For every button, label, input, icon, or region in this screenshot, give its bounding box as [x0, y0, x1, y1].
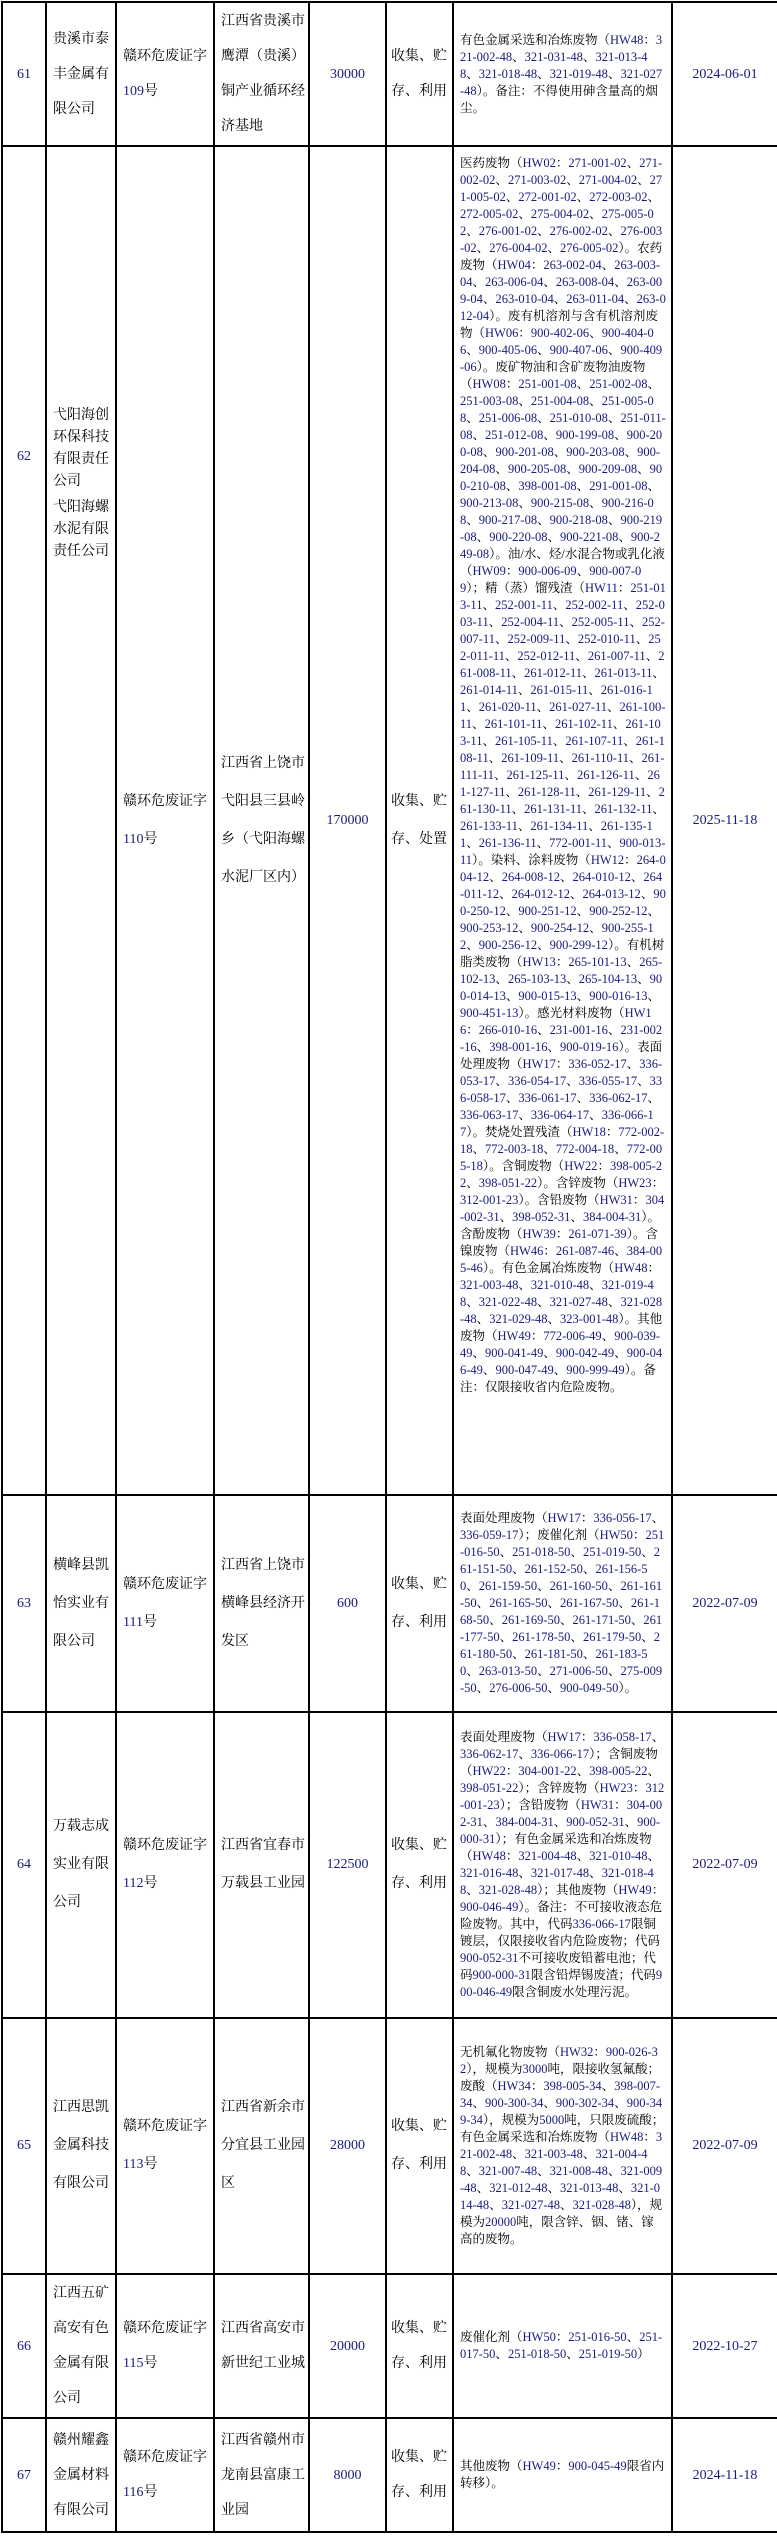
- address-cell: 江西省新余市分宜县工业园区: [214, 2018, 309, 2274]
- table-row: [2, 2018, 777, 2274]
- operations-cell: 收集、贮存、利用: [386, 2, 453, 146]
- address-cell: 江西省宜春市万载县工业园: [214, 1712, 309, 2018]
- license-number-cell: 赣环危废证字 111号: [116, 1495, 214, 1712]
- approval-date-cell: 2022-07-09: [672, 2018, 777, 2274]
- license-number-cell: 赣环危废证字 112号: [116, 1712, 214, 2018]
- license-number-cell: 赣环危废证字 116号: [116, 2418, 214, 2532]
- waste-categories-cell: 表面处理废物（HW17：336-058-17、336-062-17、336-066-17）；含铜废物（HW22：304-001-22、398-005-22、398-051-22）；含锌废物（HW23：312-001-23）；含铅废物（HW31：304-002-31、384-004-31、900-052-31、900-000-31）；有色金属采选和冶炼废物（HW48：321-004-48、321-010-48、321-016-48、321-017-48、321-018-48、321-028-48）；其他废物（HW49：900-046-49）。备注：不可接收液态危险废物。其中，代码336-066-17限铜镀层，仅限接收省内危险废物；代码900-052-31不可接收废铅蓄电池；代码900-000-31限含铅焊锡废渣；代码900-046-49限含铜废水处理污泥。: [453, 1712, 672, 2018]
- operations-cell: 收集、贮存、利用: [386, 2274, 453, 2418]
- table-row: [2, 146, 777, 1495]
- table-row: [2, 1712, 777, 2018]
- address-cell: 江西省贵溪市鹰潭（贵溪）铜产业循环经济基地: [214, 2, 309, 146]
- capacity-cell: 170000: [309, 146, 386, 1495]
- license-number-cell: 赣环危废证字 115号: [116, 2274, 214, 2418]
- row-number-cell: 65: [2, 2018, 46, 2274]
- company-name-cell: [46, 146, 116, 1495]
- row-number-cell: 63: [2, 1495, 46, 1712]
- approval-date-cell: 2024-11-18: [672, 2418, 777, 2532]
- license-number-cell: 赣环危废证字 109号: [116, 2, 214, 146]
- approval-date-cell: 2024-06-01: [672, 2, 777, 146]
- row-number-cell: 64: [2, 1712, 46, 2018]
- row-number-cell: 66: [2, 2274, 46, 2418]
- address-cell: 江西省上饶市横峰县经济开发区: [214, 1495, 309, 1712]
- company-name: 横峰县凯怡实业有限公司: [53, 1557, 109, 1649]
- table-row: [2, 2274, 777, 2418]
- company-name: 江西五矿高安有色金属有限公司: [53, 2286, 109, 2406]
- address-cell: 江西省高安市新世纪工业城: [214, 2274, 309, 2418]
- capacity-cell: 8000: [309, 2418, 386, 2532]
- company-name: 赣州耀鑫金属材料有限公司: [53, 2432, 109, 2518]
- company-name: 贵溪市泰丰金属有限公司: [53, 31, 109, 117]
- operations-cell: 收集、贮存、利用: [386, 1495, 453, 1712]
- capacity-cell: 122500: [309, 1712, 386, 2018]
- table-row: [2, 2, 777, 146]
- waste-categories-cell: 表面处理废物（HW17：336-056-17、336-059-17）；废催化剂（HW50：251-016-50、251-018-50、251-019-50、261-151-50、261-152-50、261-156-50、261-159-50、261-160-50、261-161-50、261-165-50、261-167-50、261-168-50、261-169-50、261-171-50、261-177-50、261-178-50、261-179-50、261-180-50、261-181-50、261-183-50、263-013-50、271-006-50、275-009-50、276-006-50、900-049-50）。: [453, 1495, 672, 1712]
- capacity-cell: 20000: [309, 2274, 386, 2418]
- operations-cell: 收集、贮存、利用: [386, 2418, 453, 2532]
- company-name-cell: [46, 2, 116, 146]
- waste-categories-cell: 医药废物（HW02：271-001-02、271-002-02、271-003-02、271-004-02、271-005-02、272-001-02、272-003-02、272-005-02、275-004-02、275-005-02、276-001-02、276-002-02、276-003-02、276-004-02、276-005-02）。农药废物（HW04：263-002-04、263-003-04、263-006-04、263-008-04、263-009-04、263-010-04、263-011-04、263-012-04）。废有机溶剂与含有机溶剂废物（HW06：900-402-06、900-404-06、900-405-06、900-407-06、900-409-06）。废矿物油和含矿废物油废物（HW08：251-001-08、251-002-08、251-003-08、251-004-08、251-005-08、251-006-08、251-010-08、251-011-08、251-012-08、900-199-08、900-200-08、900-201-08、900-203-08、900-204-08、900-205-08、900-209-08、900-210-08、398-001-08、291-001-08、900-213-08、900-215-08、900-216-08、900-217-08、900-218-08、900-219-08、900-220-08、900-221-08、900-249-08）。油/水、烃/水混合物或乳化液（HW09：900-006-09、900-007-09）；精（蒸）馏残渣（HW11：251-013-11、252-001-11、252-002-11、252-003-11、252-004-11、252-005-11、252-007-11、252-009-11、252-010-11、252-011-11、252-012-11、261-007-11、261-008-11、261-012-11、261-013-11、261-014-11、261-015-11、261-016-11、261-020-11、261-027-11、261-100-11、261-101-11、261-102-11、261-103-11、261-105-11、261-107-11、261-108-11、261-109-11、261-110-11、261-111-11、261-125-11、261-126-11、261-127-11、261-128-11、261-129-11、261-130-11、261-131-11、261-132-11、261-133-11、261-134-11、261-135-11、261-136-11、772-001-11、900-013-11）。染料、涂料废物（HW12：264-004-12、264-008-12、264-010-12、264-011-12、264-012-12、264-013-12、900-250-12、900-251-12、900-252-12、900-253-12、900-254-12、900-255-12、900-256-12、900-299-12）。有机树脂类废物（HW13：265-101-13、265-102-13、265-103-13、265-104-13、900-014-13、900-015-13、900-016-13、900-451-13）。感光材料废物（HW16：266-010-16、231-001-16、231-002-16、398-001-16、900-019-16）。表面处理废物（HW17：336-052-17、336-053-17、336-054-17、336-055-17、336-058-17、336-061-17、336-062-17、336-063-17、336-064-17、336-066-17）。焚烧处置残渣（HW18：772-002-18、772-003-18、772-004-18、772-005-18）。含铜废物（HW22：398-005-22、398-051-22）。含锌废物（HW23：312-001-23）。含铅废物（HW31：304-002-31、398-052-31、384-004-31）。含酚废物（HW39：261-071-39）。含镍废物（HW46：261-087-46、384-005-46）。有色金属冶炼废物（HW48：321-003-48、321-010-48、321-019-48、321-022-48、321-027-48、321-028-48、321-029-48、323-001-48）。其他废物（HW49：772-006-49、900-039-49、900-041-49、900-042-49、900-046-49、900-047-49、900-999-49）。备注：仅限接收省内危险废物。: [453, 146, 672, 1495]
- approval-date-cell: 2025-11-18: [672, 146, 777, 1495]
- waste-categories-cell: 其他废物（HW49：900-045-49限省内转移）。: [453, 2418, 672, 2532]
- capacity-cell: 30000: [309, 2, 386, 146]
- company-name-cell: [46, 2418, 116, 2532]
- table-row: [2, 1495, 777, 1712]
- company-name: 弋阳海螺水泥有限责任公司: [53, 500, 109, 559]
- company-name: 弋阳海创环保科技有限责任公司: [53, 408, 109, 489]
- capacity-cell: 28000: [309, 2018, 386, 2274]
- company-name-cell: [46, 1712, 116, 2018]
- table-row: [2, 2418, 777, 2532]
- waste-categories-cell: 废催化剂（HW50：251-016-50、251-017-50、251-018-50、251-019-50）: [453, 2274, 672, 2418]
- operations-cell: 收集、贮存、处置: [386, 146, 453, 1495]
- capacity-cell: 600: [309, 1495, 386, 1712]
- operations-cell: 收集、贮存、利用: [386, 1712, 453, 2018]
- hazardous-waste-license-table: [1, 1, 777, 2533]
- company-name-cell: [46, 1495, 116, 1712]
- address-cell: 江西省上饶市弋阳县三县岭乡（弋阳海螺水泥厂区内）: [214, 146, 309, 1495]
- company-name: 万载志成实业有限公司: [53, 1819, 109, 1910]
- waste-categories-cell: 无机氟化物废物（HW32：900-026-32），规模为3000吨，限接收氢氟酸；废酸（HW34：398-005-34、398-007-34、900-300-34、900-302-34、900-349-34），规模为5000吨，只限废硫酸；有色金属采选和冶炼废物（HW48：321-002-48、321-003-48、321-004-48、321-007-48、321-008-48、321-009-48、321-012-48、321-013-48、321-014-48、321-027-48、321-028-48），规模为20000吨，限含锌、铟、锗、镓高的废物。: [453, 2018, 672, 2274]
- operations-cell: 收集、贮存、利用: [386, 2018, 453, 2274]
- approval-date-cell: 2022-07-09: [672, 1495, 777, 1712]
- row-number-cell: 67: [2, 2418, 46, 2532]
- license-number-cell: 赣环危废证字 113号: [116, 2018, 214, 2274]
- company-name-cell: [46, 2018, 116, 2274]
- row-number-cell: 62: [2, 146, 46, 1495]
- waste-categories-cell: 有色金属采选和冶炼废物（HW48：321-002-48、321-031-48、321-013-48、321-018-48、321-019-48、321-027-48）。备注：不得使用砷含量高的烟尘。: [453, 2, 672, 146]
- approval-date-cell: 2022-07-09: [672, 1712, 777, 2018]
- row-number-cell: 61: [2, 2, 46, 146]
- address-cell: 江西省赣州市龙南县富康工业园: [214, 2418, 309, 2532]
- approval-date-cell: 2022-10-27: [672, 2274, 777, 2418]
- license-number-cell: 赣环危废证字 110号: [116, 146, 214, 1495]
- company-name: 江西思凯金属科技有限公司: [53, 2100, 109, 2191]
- company-name-cell: [46, 2274, 116, 2418]
